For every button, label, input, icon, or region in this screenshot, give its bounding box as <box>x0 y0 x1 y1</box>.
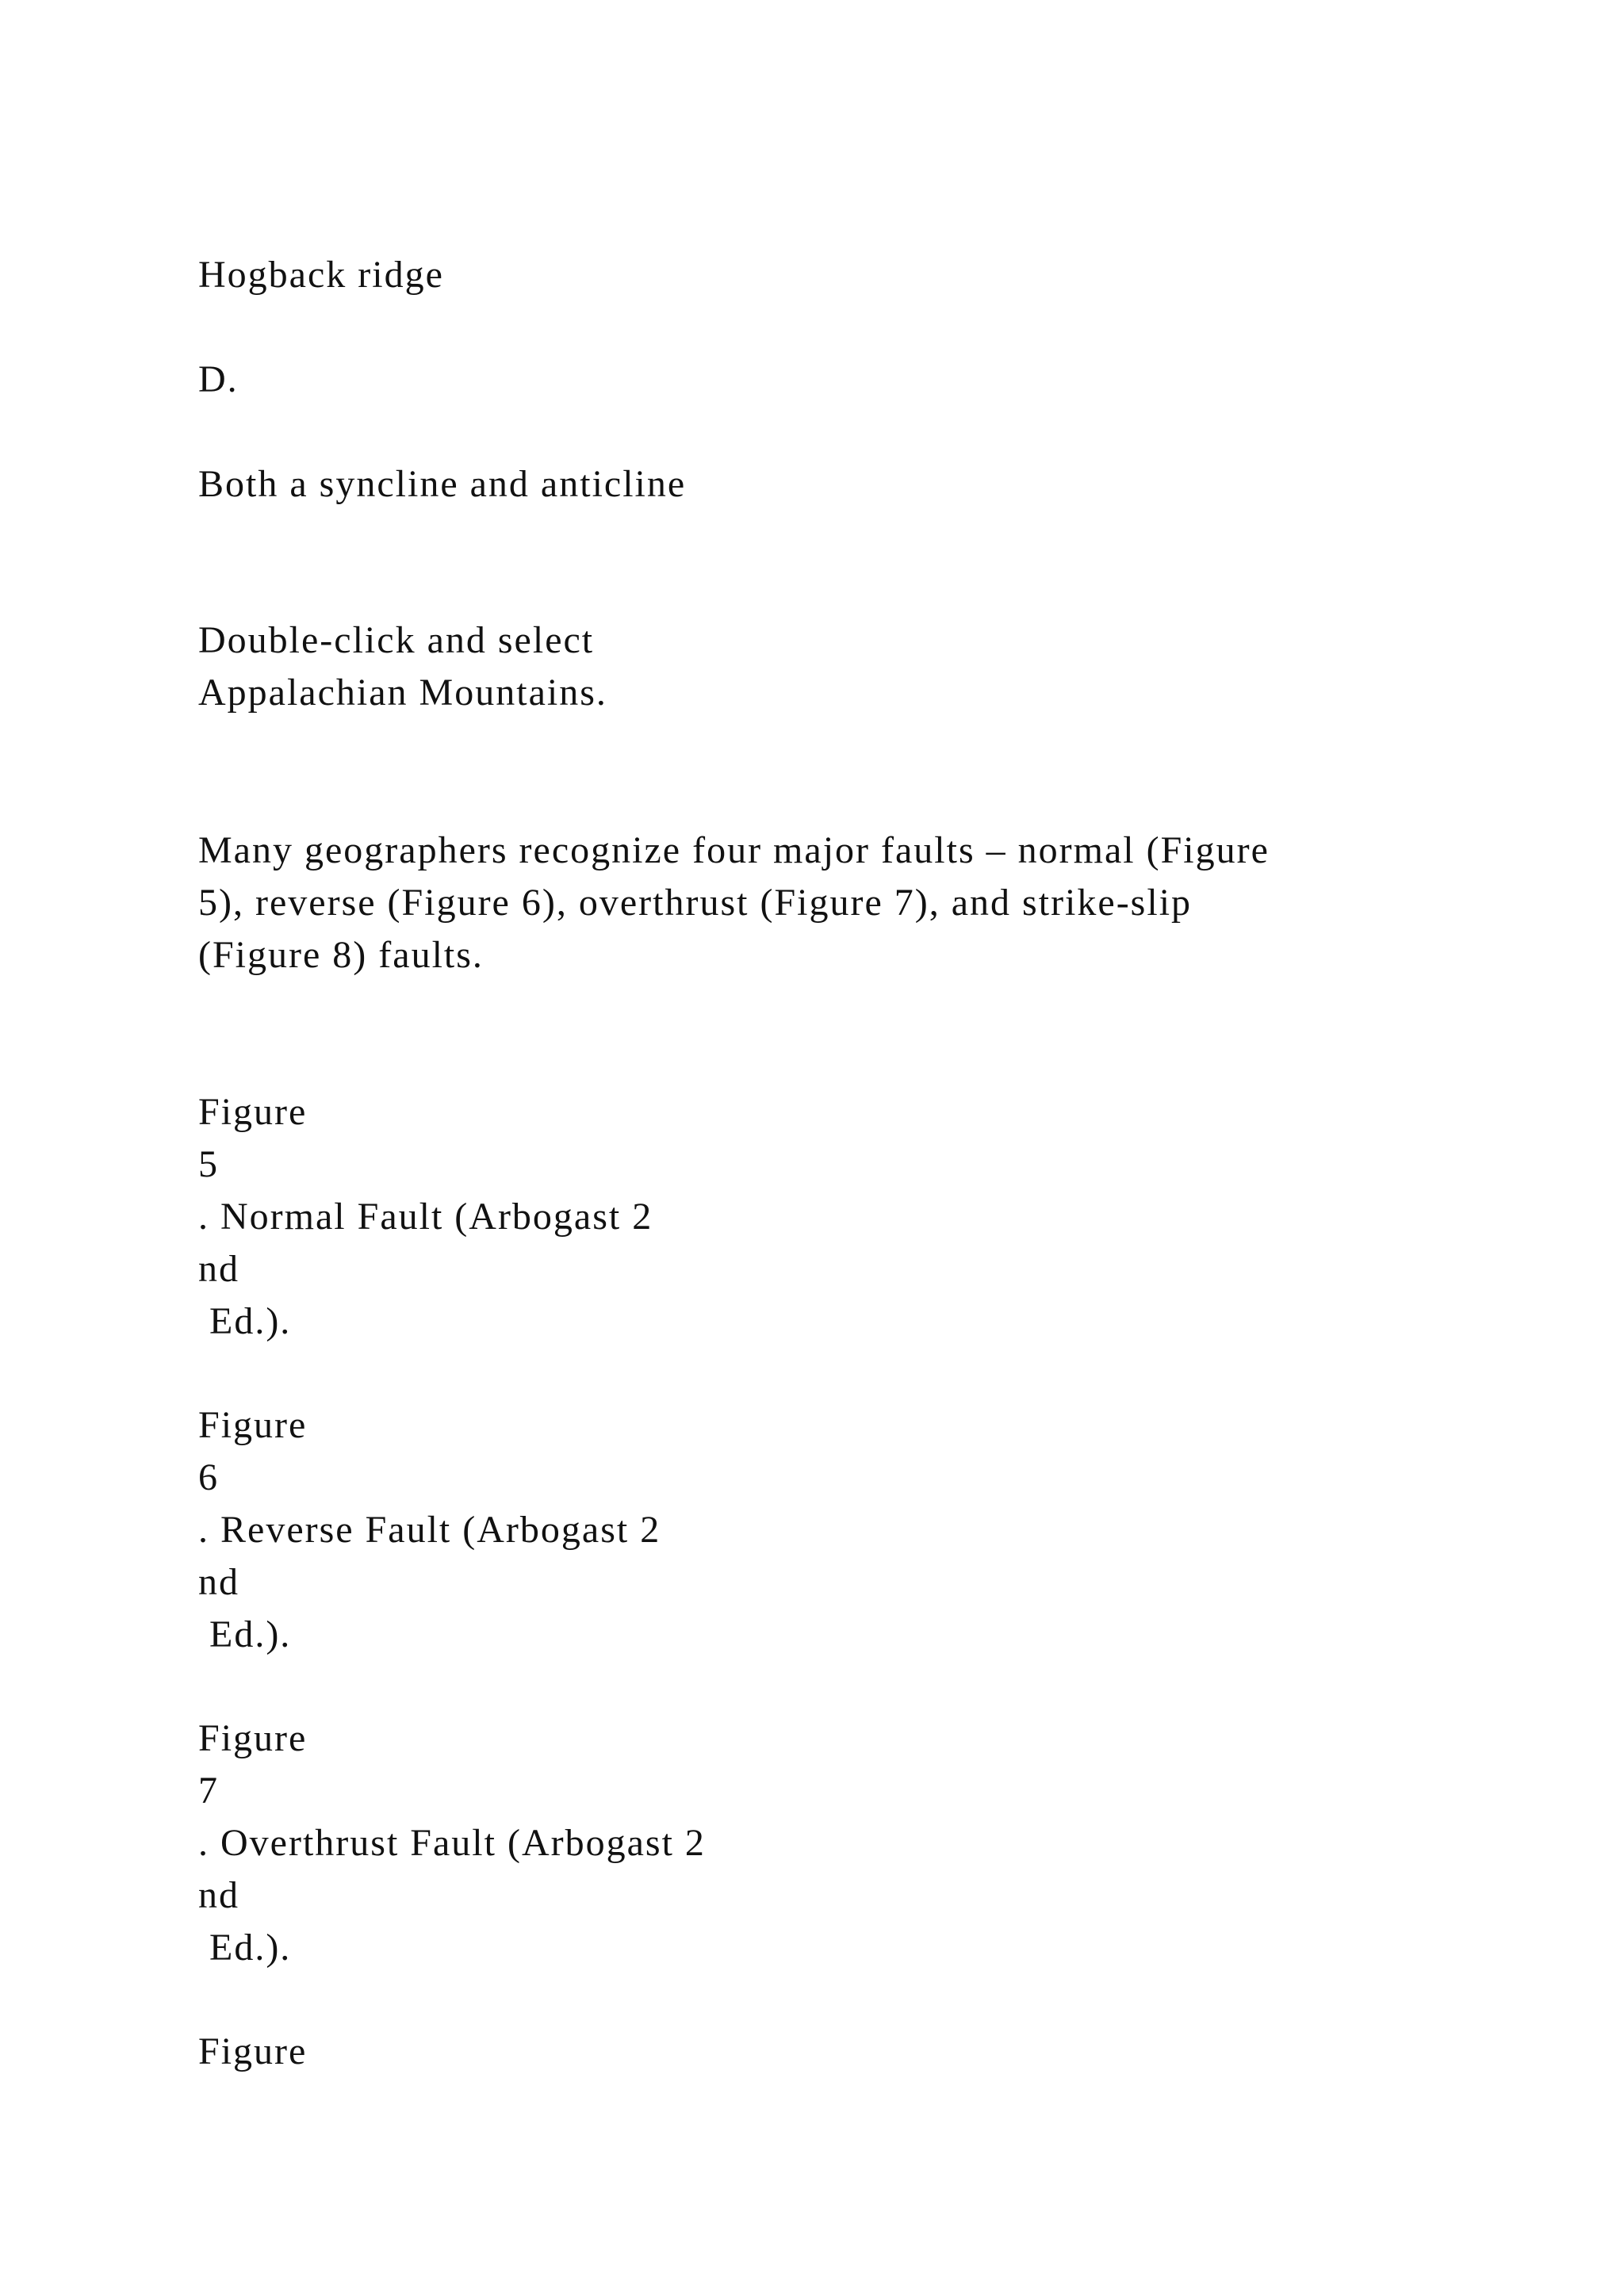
figure-caption-word: Figure <box>198 2030 308 2072</box>
figure-caption-word: Figure <box>198 1091 308 1133</box>
figure-caption-number: 7 <box>198 1770 219 1812</box>
figure-caption-edition: Ed.). <box>198 1613 292 1655</box>
faults-paragraph-line: (Figure 8) faults. <box>198 934 484 976</box>
figure-caption-title: . Normal Fault (Arbogast 2 <box>198 1196 653 1238</box>
figure-caption-title: . Reverse Fault (Arbogast 2 <box>198 1509 661 1551</box>
figure-caption-title: . Overthrust Fault (Arbogast 2 <box>198 1822 706 1864</box>
figure-caption-word: Figure <box>198 1404 308 1446</box>
figure-caption-number: 6 <box>198 1456 219 1498</box>
instruction-line: Appalachian Mountains. <box>198 672 607 714</box>
option-d-text: Both a syncline and anticline <box>198 463 687 505</box>
instruction-line: Double-click and select <box>198 619 595 661</box>
figure-caption-suffix: nd <box>198 1248 239 1290</box>
figure-caption-suffix: nd <box>198 1874 239 1916</box>
faults-paragraph-line: Many geographers recognize four major faults – normal (Figure <box>198 829 1270 871</box>
figure-caption-number: 5 <box>198 1143 219 1185</box>
faults-paragraph-line: 5), reverse (Figure 6), overthrust (Figure 7), and strike-slip <box>198 882 1193 924</box>
answer-option-text: Hogback ridge <box>198 254 444 296</box>
option-d-label: D. <box>198 358 239 400</box>
figure-caption-word: Figure <box>198 1717 308 1759</box>
figure-caption-edition: Ed.). <box>198 1927 292 1969</box>
figure-caption-edition: Ed.). <box>198 1300 292 1342</box>
figure-caption-suffix: nd <box>198 1561 239 1603</box>
